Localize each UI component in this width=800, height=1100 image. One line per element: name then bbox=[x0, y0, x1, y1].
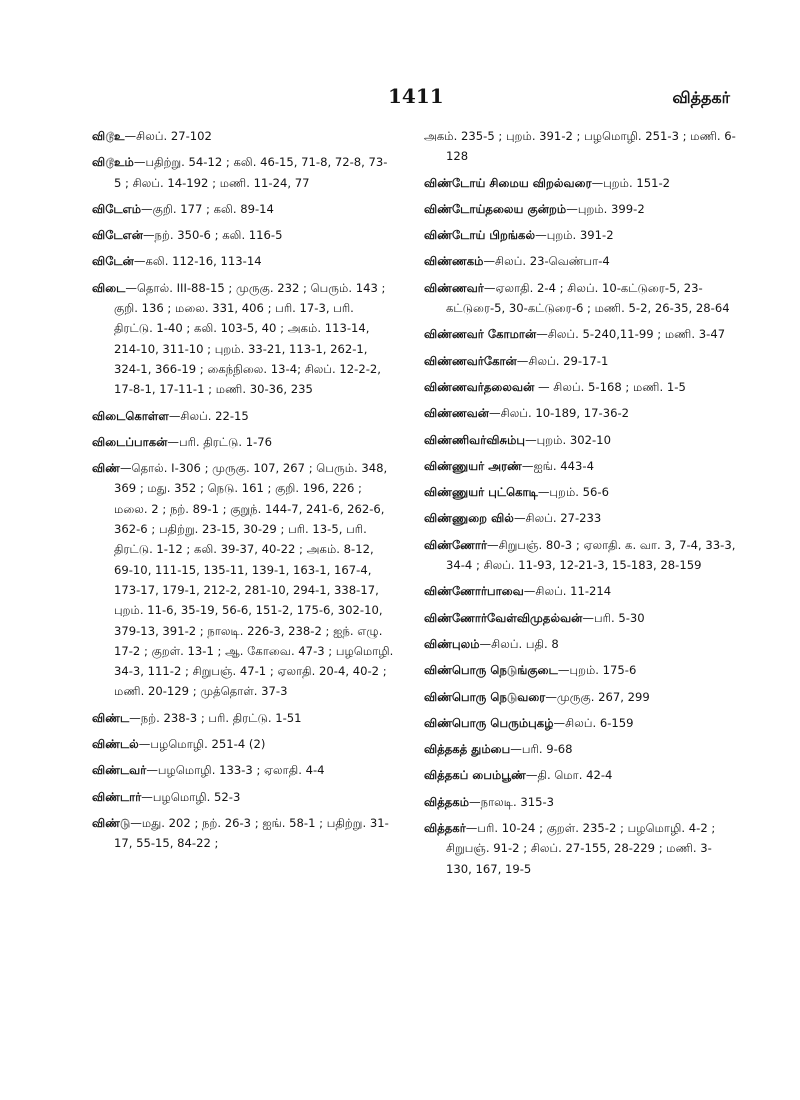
index-entry bbox=[424, 581, 736, 601]
index-headword: விடூஉ bbox=[92, 129, 125, 143]
index-entry bbox=[424, 403, 736, 423]
index-entry bbox=[424, 173, 736, 193]
index-entry bbox=[424, 199, 736, 219]
index-entry bbox=[424, 660, 736, 680]
index-headword: விடை bbox=[92, 280, 126, 295]
index-references: அகம். 235-5 ; புறம். 391-2 ; பழமொழி. 251-3 ; மணி. 6-128 bbox=[424, 129, 736, 164]
index-headword: விண்புலம் bbox=[424, 636, 480, 651]
index-references: —குறி. 177 ; கலி. 89-14 bbox=[141, 201, 274, 216]
left-column bbox=[92, 126, 394, 860]
index-headword: வித்தகத் தும்பை bbox=[424, 742, 511, 757]
index-entry bbox=[92, 225, 394, 245]
index-entry bbox=[92, 278, 394, 400]
index-entry bbox=[424, 765, 736, 785]
index-entry bbox=[92, 787, 394, 807]
index-headword: விண்பொரு நெடுங்குடை bbox=[424, 663, 558, 678]
index-entry bbox=[424, 324, 736, 344]
index-references: —சிலப். 27-102 bbox=[124, 129, 212, 143]
index-headword: விண்ணவர் bbox=[424, 280, 484, 295]
index-references: —சிலப். 10-189, 17-36-2 bbox=[489, 406, 630, 421]
index-headword: விடைப்பாகன் bbox=[92, 434, 168, 449]
index-entry bbox=[92, 406, 394, 426]
index-references: —சிறுபஞ். 80-3 ; ஏலாதி. க. வா. 3, 7-4, 33-3, 34-4 ; சிலப். 11-93, 12-21-3, 15-183, 28-159 bbox=[446, 537, 736, 573]
index-entry bbox=[424, 377, 736, 397]
running-head: வித்தகர் bbox=[672, 88, 730, 107]
index-references: —ஐங். 443-4 bbox=[521, 458, 594, 473]
index-entry bbox=[424, 251, 736, 271]
index-entry bbox=[92, 708, 394, 728]
index-references: —தொல். III-88-15 ; முருகு. 232 ; பெரும். 143 ; குறி. 136 ; மலை. 331, 406 ; பரி. 17-3, பரி. திரட்டு. 1-40 ; கலி. 103-5, 40 ; அகம். 113-14, 214-10, 311-10 ; புறம். 33-21, 113-1, 262-1, 324-1, 366-19 ; கைந்நிலை. 13-4; சிலப். 12-2-2, 17-8-1, 17-11-1 ; மணி. 30-36, 235 bbox=[114, 280, 386, 397]
index-entry bbox=[92, 760, 394, 780]
index-entry bbox=[424, 634, 736, 654]
index-headword: விடேன் bbox=[92, 254, 134, 269]
index-headword: விண்ணவர்கோன் bbox=[424, 353, 517, 368]
index-entry bbox=[92, 199, 394, 219]
index-headword: விண்ணுறை வில் bbox=[424, 511, 514, 526]
index-entry bbox=[92, 432, 394, 452]
index-references: —ஏலாதி. 2-4 ; சிலப். 10-கட்டுரை-5, 23-கட்டுரை-5, 30-கட்டுரை-6 ; மணி. 5-2, 26-35, 28-64 bbox=[446, 280, 730, 316]
index-references: —சிலப். 23-வெண்பா-4 bbox=[483, 254, 610, 269]
index-headword: வித்தகம் bbox=[424, 794, 470, 809]
index-entry bbox=[424, 535, 736, 576]
index-references: —பதிற்று. 54-12 ; கலி. 46-15, 71-8, 72-8, 73-5 ; சிலப். 14-192 ; மணி. 11-24, 77 bbox=[114, 155, 388, 190]
index-references: —புறம். 56-6 bbox=[537, 485, 609, 500]
index-headword: வித்தகர் bbox=[424, 821, 466, 836]
index-headword: வித்தகப் பைம்பூண் bbox=[424, 768, 526, 783]
index-headword: விடைகொள்ள bbox=[92, 408, 169, 423]
index-entry bbox=[92, 251, 394, 271]
right-column bbox=[424, 126, 736, 885]
index-headword: விண்டோய் சிமைய விறல்வரை bbox=[424, 175, 592, 190]
index-references: —தொல். I-306 ; முருகு. 107, 267 ; பெரும். 348, 369 ; மது. 352 ; நெடு. 161 ; குறி. 196, 226 ; மலை. 2 ; நற். 89-1 ; குறுந். 144-7, 241-6, 262-6, 362-6 ; பதிற்று. 23-15, 30-29 ; பரி. 13-5, பரி. திரட்டு. 1-12 ; கலி. 39-37, 40-22 ; அகம். 8-12, 69-10, 111-15, 135-11, 139-1, 163-1, 167-4, 173-17, 179-1, 212-2, 281-10, 294-1, 338-17, புறம். 11-6, 35-19, 56-6, 151-2, 175-6, 302-10, 379-13, 391-2 ; நாலடி. 226-3, 238-2 ; ஐந். எழு. 17-2 ; குறள். 13-1 ; ஆ. கோவை. 47-3 ; பழமொழி. 34-3, 111-2 ; சிறுபஞ். 47-1 ; ஏலாதி. 20-4, 40-2 ; மணி. 20-129 ; முத்தொள். 37-3 bbox=[114, 461, 394, 699]
index-headword: விண்ட bbox=[92, 710, 130, 725]
index-entry bbox=[92, 734, 394, 754]
index-references: —முருகு. 267, 299 bbox=[545, 689, 650, 704]
index-headword: விண்பொரு நெடுவரை bbox=[424, 689, 546, 704]
index-references: —சிலப். 5-240,11-99 ; மணி. 3-47 bbox=[536, 327, 726, 342]
index-headword: விண்ணோர் bbox=[424, 537, 488, 552]
index-entry bbox=[424, 430, 736, 450]
index-entry bbox=[424, 739, 736, 759]
index-references: —சிலப். 11-214 bbox=[523, 584, 612, 599]
index-references: —பரி. 9-68 bbox=[510, 742, 573, 757]
index-references: —புறம். 302-10 bbox=[525, 432, 611, 447]
index-entry bbox=[424, 792, 736, 812]
index-headword: விடேஎம் bbox=[92, 201, 142, 216]
index-entry bbox=[424, 508, 736, 528]
index-references: —பரி. திரட்டு. 1-76 bbox=[167, 434, 273, 449]
index-references: — சிலப். 5-168 ; மணி. 1-5 bbox=[534, 379, 686, 394]
index-headword: விண்ணவர்தலைவன் bbox=[424, 379, 535, 394]
index-headword: விண்ணகம் bbox=[424, 254, 484, 269]
index-references: —சிலப். 6-159 bbox=[553, 715, 634, 730]
index-references: —மது. 202 ; நற். 26-3 ; ஐங். 58-1 ; பதிற்று. 31-17, 55-15, 84-22 ; bbox=[114, 815, 389, 851]
index-references: —சிலப். 29-17-1 bbox=[516, 353, 609, 368]
index-headword: விண்ணோர்பாவை bbox=[424, 584, 524, 599]
index-references: —புறம். 391-2 bbox=[535, 228, 614, 243]
index-references: —சிலப். 22-15 bbox=[168, 408, 249, 423]
index-references: —சிலப். பதி. 8 bbox=[479, 636, 559, 651]
index-references: —பரி. 10-24 ; குறள். 235-2 ; பழமொழி. 4-2 ; சிறுபஞ். 91-2 ; சிலப். 27-155, 28-229 ; மணி. 3-130, 167, 19-5 bbox=[446, 821, 716, 876]
index-entry bbox=[424, 126, 736, 167]
index-entry bbox=[424, 225, 736, 245]
index-headword: விண்டோய்தலைய குன்றம் bbox=[424, 201, 567, 216]
index-headword: விடேஎன் bbox=[92, 228, 143, 243]
index-references: —பழமொழி. 52-3 bbox=[141, 789, 241, 804]
index-references: —பரி. 5-30 bbox=[582, 610, 645, 625]
index-entry bbox=[424, 608, 736, 628]
index-entry bbox=[92, 126, 394, 146]
index-references: —பழமொழி. 251-4 (2) bbox=[138, 737, 266, 752]
index-entry bbox=[424, 351, 736, 371]
index-headword: விண்டல் bbox=[92, 737, 139, 752]
index-references: —நற். 350-6 ; கலி. 116-5 bbox=[142, 228, 283, 243]
index-references: —புறம். 399-2 bbox=[566, 201, 645, 216]
index-headword: விண்ணவர் கோமான் bbox=[424, 327, 537, 342]
page-number: 1411 bbox=[388, 84, 444, 108]
index-headword: விண்ணுயர் அரண் bbox=[424, 458, 522, 473]
index-references: —நாலடி. 315-3 bbox=[469, 794, 555, 809]
index-entry bbox=[92, 152, 394, 193]
index-references: —பழமொழி. 133-3 ; ஏலாதி. 4-4 bbox=[146, 763, 325, 778]
index-headword: விண்டார் bbox=[92, 789, 142, 804]
index-headword: விண்ணுயர் புட்கொடி bbox=[424, 485, 538, 500]
index-entry bbox=[424, 278, 736, 319]
index-entry bbox=[424, 687, 736, 707]
index-headword: விண்டு bbox=[92, 815, 131, 830]
index-entry bbox=[424, 713, 736, 733]
index-headword: விண்ணவன் bbox=[424, 406, 490, 421]
index-entry bbox=[424, 818, 736, 879]
index-references: —புறம். 175-6 bbox=[557, 663, 637, 678]
index-references: —சிலப். 27-233 bbox=[513, 511, 602, 526]
index-headword: விண்ணிவர்விசும்பு bbox=[424, 432, 526, 447]
index-entry bbox=[92, 813, 394, 854]
index-entry bbox=[424, 456, 736, 476]
index-references: —நற். 238-3 ; பரி. திரட்டு. 1-51 bbox=[129, 710, 302, 725]
index-headword: விண்டோய் பிறங்கல் bbox=[424, 228, 536, 243]
index-headword: விண் bbox=[92, 461, 120, 476]
index-headword: விண்டவர் bbox=[92, 763, 147, 778]
index-headword: விண்ணோர்வேள்விமுதல்வன் bbox=[424, 610, 583, 625]
index-references: —கலி. 112-16, 113-14 bbox=[133, 254, 262, 269]
index-headword: விடூஉம் bbox=[92, 155, 134, 170]
index-headword: விண்பொரு பெரும்புகழ் bbox=[424, 715, 554, 730]
index-entry bbox=[424, 482, 736, 502]
index-references: —தி. மொ. 42-4 bbox=[525, 768, 613, 783]
index-references: —புறம். 151-2 bbox=[591, 175, 671, 190]
index-entry bbox=[92, 458, 394, 702]
